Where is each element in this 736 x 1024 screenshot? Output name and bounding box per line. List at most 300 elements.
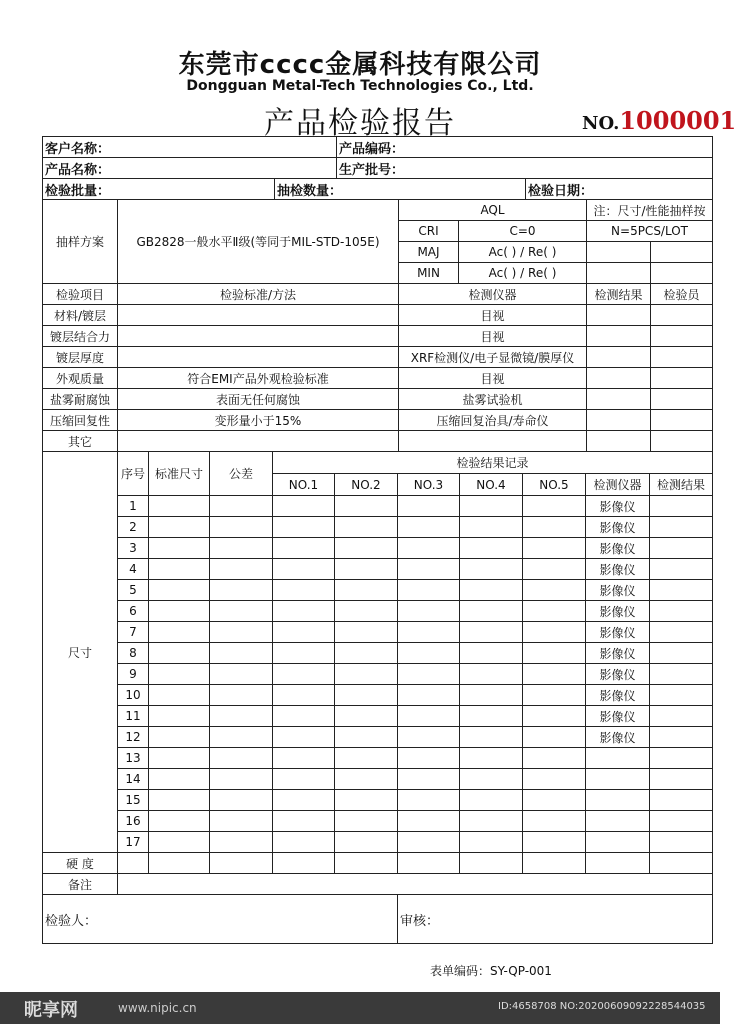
hardness-cell[interactable] [335,853,398,874]
item-instrument [399,431,587,452]
item-inspector-cell[interactable] [651,305,713,326]
std-size-cell[interactable] [149,706,210,727]
measure-cell[interactable] [523,622,586,643]
item-standard[interactable] [118,431,399,452]
tolerance-cell[interactable] [210,580,273,601]
report-number [582,106,736,135]
row-result-cell[interactable] [650,790,713,811]
watermark-brand: 昵享网 [24,1000,78,1021]
item-name: 镀层结合力 [43,326,118,347]
measure-cell[interactable] [460,811,523,832]
tolerance-cell[interactable] [210,727,273,748]
dimension-row [43,748,713,769]
measure-cell[interactable] [273,517,335,538]
inspection-quantity-field[interactable]: 检验批量： [43,179,275,200]
measure-cell[interactable] [523,517,586,538]
sampling-plan-label: 抽样方案 [43,200,118,284]
measure-cell[interactable] [460,769,523,790]
item-result-cell[interactable] [587,368,651,389]
remark-label: 备注 [43,874,118,895]
item-inspector-cell[interactable] [651,410,713,431]
dimension-row [43,538,713,559]
batch-number-field[interactable]: 生产批号： [337,158,713,179]
row-instrument [586,790,650,811]
measure-cell[interactable] [460,496,523,517]
row-result-cell[interactable] [650,559,713,580]
min-value[interactable]: Ac( ) / Re( ) [459,263,587,284]
inspector-signature-field[interactable]: 检验人： [43,895,398,944]
row-instrument: 影像仪 [586,496,650,517]
hardness-cell[interactable] [398,853,460,874]
dim-instrument-header: 检测仪器 [586,474,650,496]
row-number: 16 [118,811,149,832]
standard-col-header: 检验标准/方法 [118,284,399,305]
hardness-cell[interactable] [149,853,210,874]
measure-cell[interactable] [460,685,523,706]
inspector-col-header: 检验员 [651,284,713,305]
measure-cell[interactable] [398,811,460,832]
no-header: NO.3 [398,474,460,496]
row-number: 12 [118,727,149,748]
row-result-cell[interactable] [650,664,713,685]
std-size-cell[interactable] [149,727,210,748]
item-standard[interactable] [118,305,399,326]
signature-table [42,894,713,944]
measure-cell[interactable] [460,601,523,622]
form-code: 表单编码：SY-QP-001 [430,964,552,978]
tolerance-cell[interactable] [210,706,273,727]
hardness-cell[interactable] [523,853,586,874]
item-inspector-cell[interactable] [651,389,713,410]
row-result-cell[interactable] [650,748,713,769]
measure-cell[interactable] [523,706,586,727]
item-result-cell[interactable] [587,431,651,452]
std-size-cell[interactable] [149,622,210,643]
measure-cell[interactable] [523,496,586,517]
item-standard[interactable]: 符合EMI产品外观检验标准 [118,368,399,389]
measure-cell[interactable] [460,748,523,769]
row-instrument: 影像仪 [586,601,650,622]
dimension-row [43,601,713,622]
measure-cell[interactable] [398,706,460,727]
measure-cell[interactable] [398,769,460,790]
measure-cell[interactable] [273,727,335,748]
item-row [43,431,713,452]
std-size-cell[interactable] [149,538,210,559]
item-result-cell[interactable] [587,305,651,326]
sampling-note: 注：尺寸/性能抽样按 [587,200,713,221]
row-number: 7 [118,622,149,643]
hardness-row [43,853,713,874]
watermark-bar [0,992,720,1024]
measure-cell[interactable] [398,580,460,601]
row-result-cell[interactable] [650,685,713,706]
std-size-cell[interactable] [149,559,210,580]
measure-cell[interactable] [335,811,398,832]
std-size-cell[interactable] [149,664,210,685]
item-name: 压缩回复性 [43,410,118,431]
dim-result-header: 检测结果 [650,474,713,496]
measure-cell[interactable] [335,748,398,769]
dimension-row [43,769,713,790]
row-number: 13 [118,748,149,769]
report-number-prefix: NO. [582,113,620,134]
inspection-form [42,136,712,944]
measure-cell[interactable] [273,559,335,580]
report-title: 产品检验报告 [264,106,456,141]
sampling-standard: GB2828一般水平Ⅱ级(等同于MIL-STD-105E) [118,200,399,284]
std-size-cell[interactable] [149,517,210,538]
measure-cell[interactable] [460,622,523,643]
dimension-row [43,790,713,811]
item-inspector-cell[interactable] [651,368,713,389]
product-code-field[interactable]: 产品编码： [337,137,713,158]
measure-cell[interactable] [460,727,523,748]
measure-cell[interactable] [523,811,586,832]
item-result-cell[interactable] [587,326,651,347]
std-size-cell[interactable] [149,580,210,601]
min-label: MIN [399,263,459,284]
maj-label: MAJ [399,242,459,263]
tolerance-cell[interactable] [210,790,273,811]
std-size-cell[interactable] [149,811,210,832]
measure-cell[interactable] [273,643,335,664]
dimension-label: 尺寸 [43,452,118,853]
result-col-header: 检测结果 [587,284,651,305]
item-instrument: 压缩回复治具/寿命仪 [399,410,587,431]
item-name: 材料/镀层 [43,305,118,326]
dimension-row [43,664,713,685]
item-standard[interactable]: 变形量小于15% [118,410,399,431]
measure-cell[interactable] [335,538,398,559]
row-result-cell[interactable] [650,517,713,538]
dimension-row [43,496,713,517]
std-size-cell[interactable] [149,643,210,664]
empty-cell[interactable] [651,263,713,284]
measure-cell[interactable] [398,832,460,853]
row-instrument [586,811,650,832]
row-result-cell[interactable] [650,580,713,601]
std-size-cell[interactable] [149,601,210,622]
dimension-row [43,706,713,727]
tolerance-cell[interactable] [210,496,273,517]
measure-cell[interactable] [273,706,335,727]
measure-cell[interactable] [273,538,335,559]
row-number: 9 [118,664,149,685]
measure-cell[interactable] [273,748,335,769]
measure-cell[interactable] [460,538,523,559]
product-name-field[interactable]: 产品名称： [43,158,337,179]
item-col-header: 检验项目 [43,284,118,305]
measure-cell[interactable] [523,832,586,853]
cri-value: C=0 [459,221,587,242]
item-row [43,368,713,389]
measure-cell[interactable] [273,601,335,622]
row-instrument: 影像仪 [586,622,650,643]
row-number: 2 [118,517,149,538]
row-instrument: 影像仪 [586,517,650,538]
row-instrument [586,769,650,790]
measure-cell[interactable] [523,538,586,559]
measure-cell[interactable] [523,664,586,685]
item-instrument: XRF检测仪/电子显微镜/膜厚仪 [399,347,587,368]
tolerance-cell[interactable] [210,622,273,643]
item-name: 盐雾耐腐蚀 [43,389,118,410]
measure-cell[interactable] [460,643,523,664]
measure-cell[interactable] [273,769,335,790]
measure-cell[interactable] [523,727,586,748]
tolerance-cell[interactable] [210,538,273,559]
aql-header: AQL [399,200,587,221]
inspection-date-field[interactable]: 检验日期： [526,179,713,200]
measure-cell[interactable] [273,811,335,832]
hardness-cell[interactable] [273,853,335,874]
item-inspector-cell[interactable] [651,431,713,452]
item-instrument: 目视 [399,326,587,347]
result-record-header: 检验结果记录 [273,452,713,474]
hardness-label: 硬 度 [43,853,118,874]
row-number: 10 [118,685,149,706]
no-header: NO.5 [523,474,586,496]
row-number: 11 [118,706,149,727]
item-result-cell[interactable] [587,389,651,410]
measure-cell[interactable] [335,685,398,706]
remark-row [43,874,713,895]
dimension-row [43,559,713,580]
std-size-cell[interactable] [149,769,210,790]
row-result-cell[interactable] [650,601,713,622]
row-result-cell[interactable] [650,832,713,853]
measure-cell[interactable] [398,748,460,769]
measure-cell[interactable] [460,832,523,853]
watermark-id: ID:4658708 NO:20200609092228544035 [498,1001,706,1012]
row-number: 6 [118,601,149,622]
measure-cell[interactable] [335,790,398,811]
row-number: 17 [118,832,149,853]
dimension-row [43,622,713,643]
hardness-cell[interactable] [460,853,523,874]
measure-cell[interactable] [398,727,460,748]
row-number: 1 [118,496,149,517]
measure-cell[interactable] [335,832,398,853]
item-instrument: 目视 [399,305,587,326]
measure-cell[interactable] [273,685,335,706]
hardness-cell[interactable] [210,853,273,874]
std-size-cell[interactable] [149,496,210,517]
row-result-cell[interactable] [650,769,713,790]
tolerance-cell[interactable] [210,643,273,664]
measure-cell[interactable] [460,790,523,811]
tolerance-cell[interactable] [210,685,273,706]
instrument-col-header: 检测仪器 [399,284,587,305]
measure-cell[interactable] [273,622,335,643]
sampling-note-lot: N=5PCS/LOT [587,221,713,242]
measure-cell[interactable] [335,664,398,685]
item-standard[interactable] [118,326,399,347]
measure-cell[interactable] [460,559,523,580]
measure-cell[interactable] [523,643,586,664]
measure-cell[interactable] [460,517,523,538]
maj-value[interactable]: Ac( ) / Re( ) [459,242,587,263]
tolerance-cell[interactable] [210,517,273,538]
row-instrument [586,832,650,853]
report-number-value: 1000001 [619,106,736,135]
dimension-row [43,580,713,601]
row-instrument: 影像仪 [586,685,650,706]
measure-cell[interactable] [398,790,460,811]
row-result-cell[interactable] [650,538,713,559]
row-number: 5 [118,580,149,601]
measure-cell[interactable] [273,664,335,685]
measure-cell[interactable] [335,727,398,748]
tolerance-cell[interactable] [210,601,273,622]
measure-cell[interactable] [523,748,586,769]
measure-cell[interactable] [398,517,460,538]
item-standard[interactable] [118,347,399,368]
tolerance-cell[interactable] [210,748,273,769]
hardness-cell[interactable] [650,853,713,874]
measure-cell[interactable] [523,559,586,580]
measure-cell[interactable] [398,643,460,664]
tolerance-cell[interactable] [210,769,273,790]
measure-cell[interactable] [460,664,523,685]
watermark-site: www.nipic.cn [118,1001,197,1015]
item-result-cell[interactable] [587,347,651,368]
tolerance-cell[interactable] [210,664,273,685]
row-instrument: 影像仪 [586,664,650,685]
row-result-cell[interactable] [650,643,713,664]
row-number: 14 [118,769,149,790]
item-name: 外观质量 [43,368,118,389]
row-instrument: 影像仪 [586,559,650,580]
measure-cell[interactable] [335,496,398,517]
row-number: 15 [118,790,149,811]
row-instrument: 影像仪 [586,706,650,727]
dimension-row [43,811,713,832]
measure-cell[interactable] [335,643,398,664]
measure-cell[interactable] [273,832,335,853]
tolerance-cell[interactable] [210,559,273,580]
measure-cell[interactable] [460,706,523,727]
tolerance-header: 公差 [210,452,273,496]
item-result-cell[interactable] [587,410,651,431]
measure-cell[interactable] [460,580,523,601]
row-result-cell[interactable] [650,496,713,517]
measure-cell[interactable] [273,790,335,811]
item-row [43,326,713,347]
item-inspector-cell[interactable] [651,326,713,347]
no-header: NO.4 [460,474,523,496]
tolerance-cell[interactable] [210,832,273,853]
row-result-cell[interactable] [650,622,713,643]
company-name-cn: 东莞市cccc金属科技有限公司 [178,50,542,80]
item-standard[interactable]: 表面无任何腐蚀 [118,389,399,410]
company-name-en: Dongguan Metal-Tech Technologies Co., Ltd. [186,78,534,94]
no-header: NO.1 [273,474,335,496]
measure-cell[interactable] [398,496,460,517]
item-row [43,347,713,368]
seq-header: 序号 [118,452,149,496]
item-instrument: 目视 [399,368,587,389]
remark-field[interactable] [118,874,713,895]
measure-cell[interactable] [398,622,460,643]
tolerance-cell[interactable] [210,811,273,832]
measure-cell[interactable] [335,706,398,727]
hardness-cell[interactable] [118,853,149,874]
empty-cell[interactable] [587,242,651,263]
dimension-row [43,517,713,538]
measure-cell[interactable] [523,769,586,790]
row-number: 3 [118,538,149,559]
item-name: 镀层厚度 [43,347,118,368]
measure-cell[interactable] [335,769,398,790]
measure-cell[interactable] [273,496,335,517]
measure-cell[interactable] [398,685,460,706]
measure-cell[interactable] [398,559,460,580]
cri-label: CRI [399,221,459,242]
std-size-cell[interactable] [149,790,210,811]
dimension-table [42,451,713,895]
item-name: 其它 [43,431,118,452]
hardness-cell[interactable] [586,853,650,874]
sample-quantity-field[interactable]: 抽检数量： [275,179,526,200]
info-table [42,136,713,200]
std-size-cell[interactable] [149,748,210,769]
item-row [43,389,713,410]
measure-cell[interactable] [398,601,460,622]
measure-cell[interactable] [398,538,460,559]
customer-name-field[interactable]: 客户名称： [43,137,337,158]
measure-cell[interactable] [523,685,586,706]
measure-cell[interactable] [523,601,586,622]
measure-cell[interactable] [335,517,398,538]
std-size-cell[interactable] [149,832,210,853]
empty-cell[interactable] [587,263,651,284]
dimension-row [43,727,713,748]
empty-cell[interactable] [651,242,713,263]
item-instrument: 盐雾试验机 [399,389,587,410]
std-size-cell[interactable] [149,685,210,706]
row-instrument: 影像仪 [586,727,650,748]
measure-cell[interactable] [335,601,398,622]
row-result-cell[interactable] [650,811,713,832]
measure-cell[interactable] [335,622,398,643]
items-table [42,199,713,452]
item-inspector-cell[interactable] [651,347,713,368]
measure-cell[interactable] [398,664,460,685]
row-number: 4 [118,559,149,580]
row-instrument [586,748,650,769]
row-instrument: 影像仪 [586,538,650,559]
item-row [43,410,713,431]
measure-cell[interactable] [523,790,586,811]
row-instrument: 影像仪 [586,643,650,664]
row-instrument: 影像仪 [586,580,650,601]
item-row [43,305,713,326]
no-header: NO.2 [335,474,398,496]
dimension-row [43,832,713,853]
measure-cell[interactable] [335,580,398,601]
dimension-row [43,685,713,706]
row-result-cell[interactable] [650,706,713,727]
row-number: 8 [118,643,149,664]
measure-cell[interactable] [335,559,398,580]
reviewer-signature-field[interactable]: 审核： [398,895,713,944]
row-result-cell[interactable] [650,727,713,748]
measure-cell[interactable] [273,580,335,601]
measure-cell[interactable] [523,580,586,601]
dimension-row [43,643,713,664]
